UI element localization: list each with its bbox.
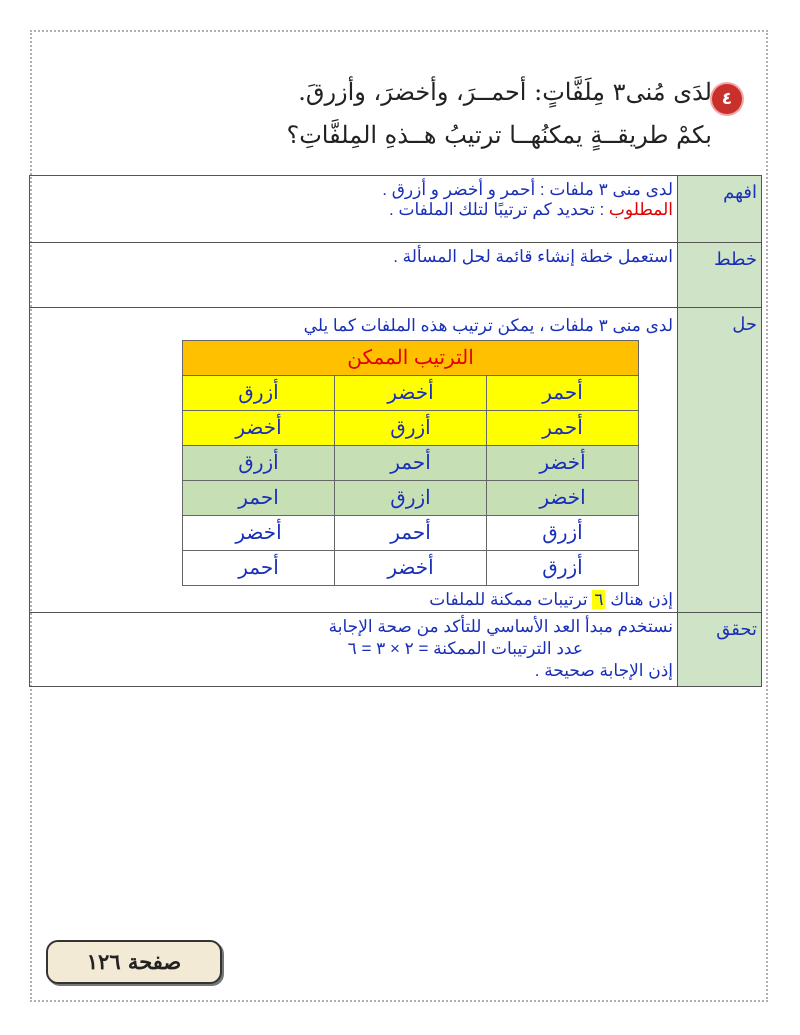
table-row bbox=[183, 551, 639, 586]
solve-content bbox=[30, 308, 678, 613]
solve-label: حل bbox=[678, 308, 762, 613]
table-cell: أحمر bbox=[183, 551, 335, 586]
table-row bbox=[183, 411, 639, 446]
plan-content bbox=[30, 243, 678, 308]
table-cell: أزرق bbox=[183, 376, 335, 411]
understand-content bbox=[30, 176, 678, 243]
table-cell: احمر bbox=[183, 481, 335, 516]
table-cell: أخضر bbox=[183, 411, 335, 446]
check-label: تحقق bbox=[678, 613, 762, 687]
plan-text: استعمل خطة إنشاء قائمة لحل المسألة . bbox=[393, 247, 673, 266]
table-cell: أزرق bbox=[487, 516, 639, 551]
understand-line-1: لدى منى ٣ ملفات : أحمر و أخضر و أزرق . bbox=[382, 180, 673, 199]
question-line-2: بكمْ طريقــةٍ يمكنُهــا ترتيبُ هــذهِ المِلفَّاتِ؟ bbox=[286, 121, 712, 149]
plan-row bbox=[30, 243, 762, 308]
solve-intro: لدى منى ٣ ملفات ، يمكن ترتيب هذه الملفات كما يلي bbox=[303, 316, 673, 335]
table-cell: أحمر bbox=[487, 376, 639, 411]
check-line-1: نستخدم مبدأ العد الأساسي للتأكد من صحة الإجابة bbox=[328, 617, 673, 636]
table-cell: أخضر bbox=[335, 376, 487, 411]
solve-row bbox=[30, 308, 762, 613]
arrangement-count: ٦ bbox=[594, 590, 604, 609]
check-row bbox=[30, 613, 762, 687]
understand-label: افهم bbox=[678, 176, 762, 243]
question-line-1: لدَى مُنى٣ مِلَفَّاتٍ: أحمــرَ، وأخضرَ، وأزرقَ. bbox=[298, 78, 712, 106]
page-number-label: صفحة ١٢٦ bbox=[46, 940, 222, 984]
table-cell: أخضر bbox=[335, 551, 487, 586]
table-row bbox=[183, 481, 639, 516]
table-row bbox=[183, 516, 639, 551]
check-line-3: إذن الإجابة صحيحة . bbox=[534, 661, 673, 680]
arrangements-header: الترتيب الممكن bbox=[183, 341, 639, 376]
required-label: المطلوب bbox=[608, 200, 673, 219]
table-cell: أحمر bbox=[487, 411, 639, 446]
table-cell: اخضر bbox=[487, 481, 639, 516]
table-row bbox=[183, 376, 639, 411]
check-line-2: عدد الترتيبات الممكنة = ٢ × ٣ = ٦ bbox=[347, 639, 583, 658]
check-content bbox=[30, 613, 678, 687]
table-cell: أزرق bbox=[183, 446, 335, 481]
question-number-badge: ٤ bbox=[712, 84, 742, 114]
solution-table bbox=[29, 175, 762, 687]
understand-row bbox=[30, 176, 762, 243]
required-text: : تحديد كم ترتيبًا لتلك الملفات . bbox=[389, 200, 609, 219]
table-cell: أخضر bbox=[487, 446, 639, 481]
solve-conclusion: إذن هناك ٦ ترتيبات ممكنة للملفات bbox=[429, 590, 673, 609]
table-row bbox=[183, 446, 639, 481]
table-cell: أزرق bbox=[487, 551, 639, 586]
table-cell: أحمر bbox=[335, 446, 487, 481]
table-cell: أخضر bbox=[183, 516, 335, 551]
table-cell: أحمر bbox=[335, 516, 487, 551]
plan-label: خطط bbox=[678, 243, 762, 308]
arrangements-table bbox=[182, 340, 639, 586]
table-cell: ازرق bbox=[335, 481, 487, 516]
table-cell: أزرق bbox=[335, 411, 487, 446]
